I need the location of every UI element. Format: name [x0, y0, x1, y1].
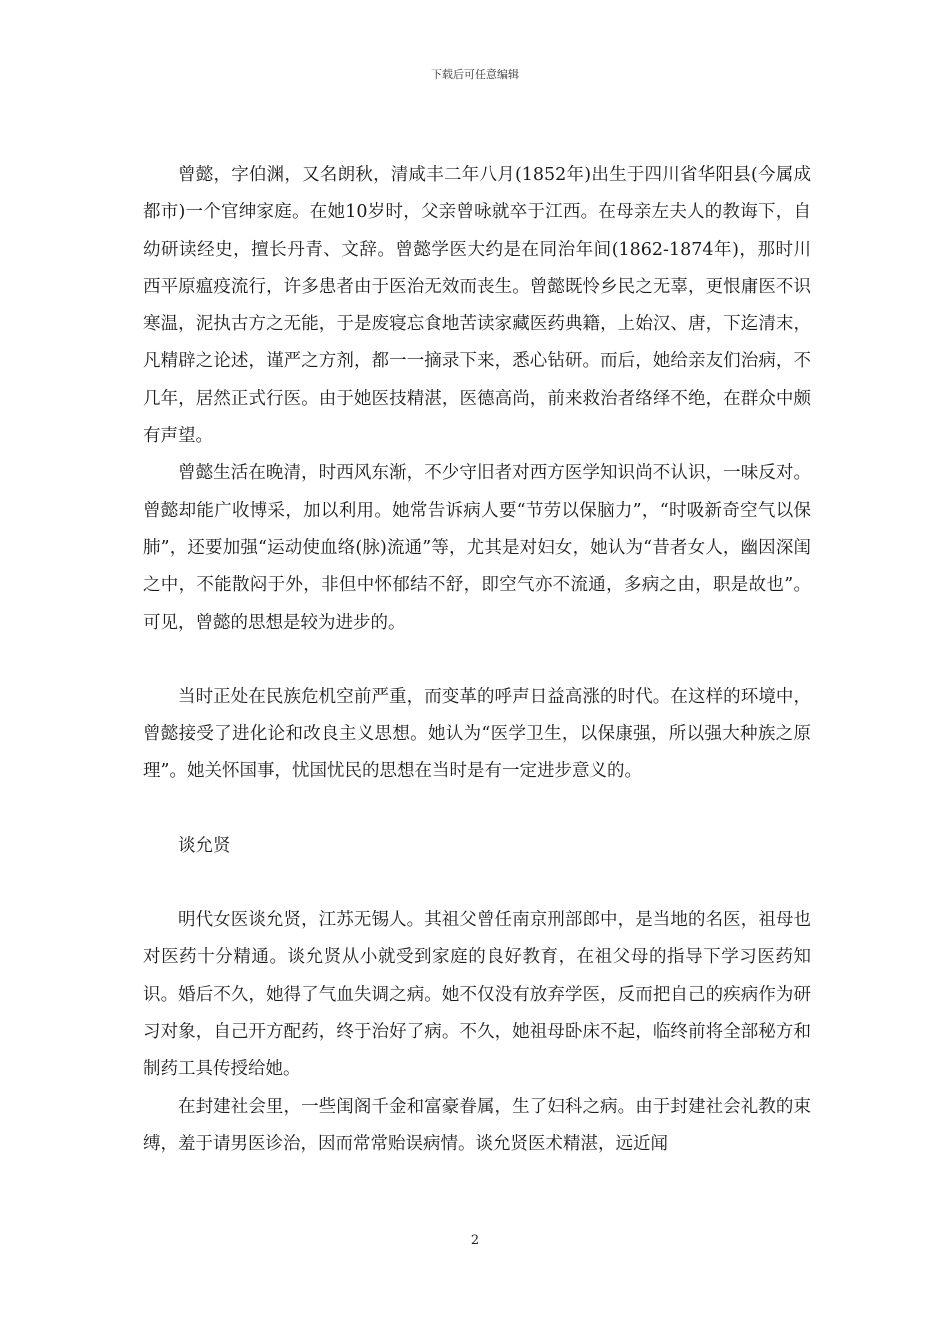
page-header-note: 下载后可任意编辑	[431, 68, 519, 81]
paragraph-gap	[143, 791, 811, 828]
paragraph: 当时正处在民族危机空前严重，而变革的呼声日益高涨的时代。在这样的环境中，曾懿接受了进化论和改良主义思想。她认为“医学卫生，以保康强，所以强大种族之原理”。她关怀国事，忧国忧民的思想在当时是有一定进步意义的。	[143, 686, 811, 782]
paragraph-gap	[143, 642, 811, 679]
paragraph: 曾懿生活在晚清，时西风东渐，不少守旧者对西方医学知识尚不认识，一味反对。曾懿却能广收博采，加以利用。她常告诉病人要“节劳以保脑力”，“时吸新奇空气以保肺”，还要加强“运动使血络(脉)流通”等，尤其是对妇女，她认为“昔者女人，幽因深闺之中，不能散闷于外，非但中怀郁结不舒，即空气亦不流通，多病之由，职是故也”。可见，曾懿的思想是较为进步的。	[143, 463, 811, 633]
paragraph-gap	[143, 865, 811, 902]
paragraph: 明代女医谈允贤，江苏无锡人。其祖父曾任南京刑部郎中，是当地的名医，祖母也对医药十分精通。谈允贤从小就受到家庭的良好教育，在祖父母的指导下学习医药知识。婚后不久，她得了气血失调之病。她不仅没有放弃学医，反而把自己的疾病作为研习对象，自己开方配药，终于治好了病。不久，她祖母卧床不起，临终前将全部秘方和制药工具传授给她。	[143, 910, 811, 1080]
document-body	[143, 157, 811, 1163]
section-heading: 谈允贤	[178, 835, 231, 856]
paragraph: 在封建社会里，一些闺阁千金和富豪眷属，生了妇科之病。由于封建社会礼教的束缚，羞于请男医诊治，因而常常贻误病情。谈允贤医术精湛，远近闻	[143, 1096, 811, 1154]
page-number: 2	[470, 1233, 480, 1248]
paragraph: 曾懿，字伯渊，又名朗秋，清咸丰二年八月(1852年)出生于四川省华阳县(今属成都市)一个官绅家庭。在她10岁时，父亲曾咏就卒于江西。在母亲左夫人的教诲下，自幼研读经史，擅长丹青、文辞。曾懿学医大约是在同治年间(1862-1874年)，那时川西平原瘟疫流行，许多患者由于医治无效而丧生。曾懿既怜乡民之无辜，更恨庸医不识寒温，泥执古方之无能，于是废寝忘食地苦读家藏医药典籍，上始汉、唐，下迄清末，凡精辟之论述，谨严之方剂，都一一摘录下来，悉心钻研。而后，她给亲友们治病，不几年，居然正式行医。由于她医技精湛，医德高尚，前来救治者络绎不绝，在群众中颇有声望。	[143, 165, 811, 447]
